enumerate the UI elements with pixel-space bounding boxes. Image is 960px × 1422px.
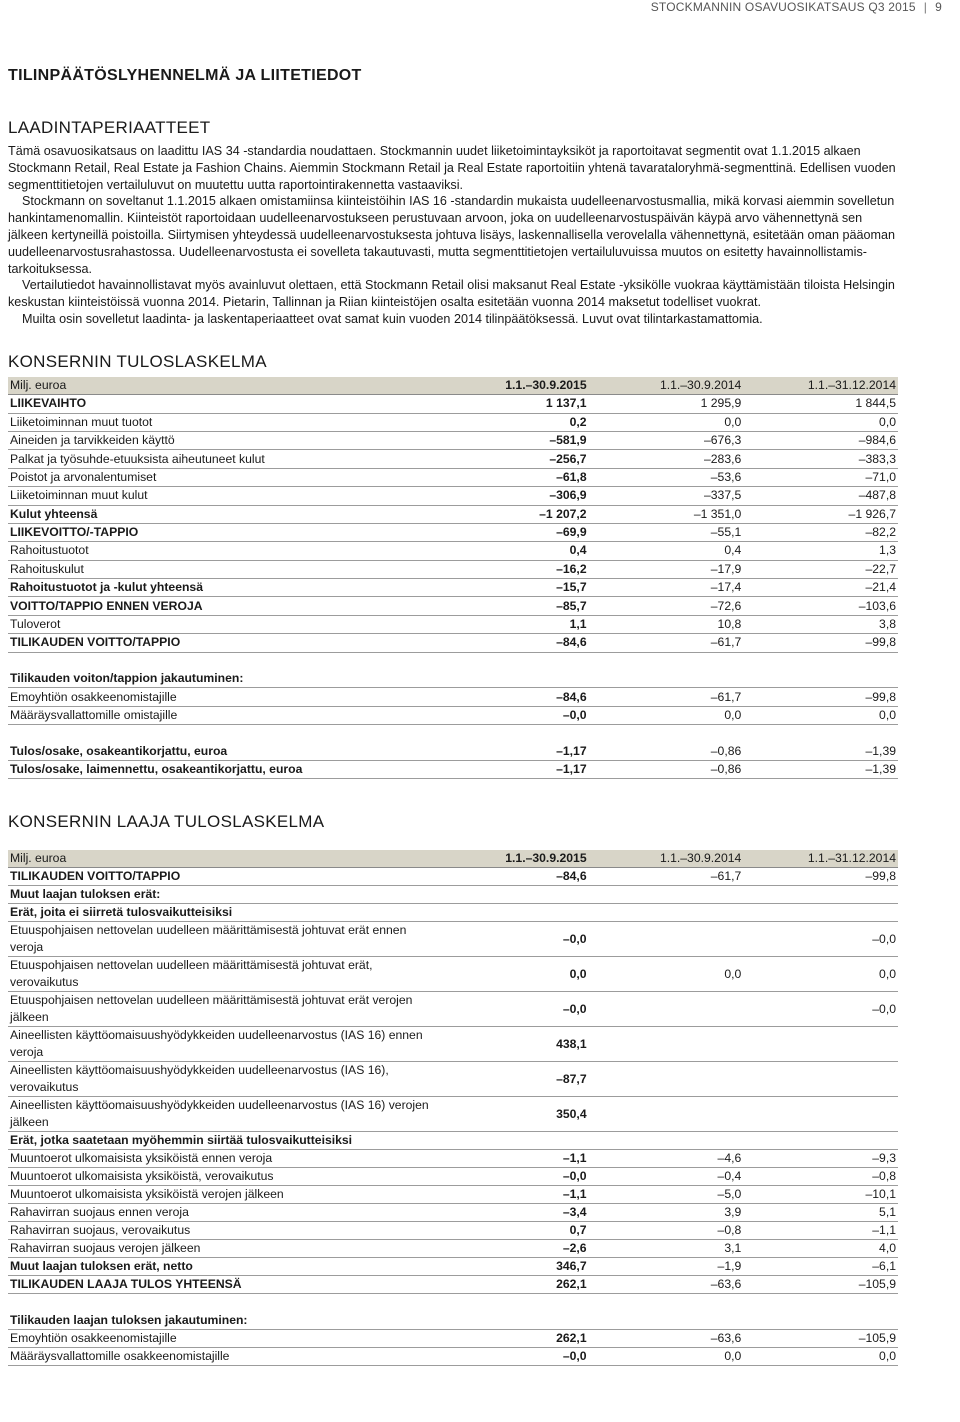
value-2015: –16,2 [434,560,589,578]
row-label: Emoyhtiön osakkeenomistajille [8,688,434,706]
row-label: Muut laajan tuloksen erät: [8,886,434,904]
col-header-period-1: 1.1.–30.9.2015 [434,377,589,395]
value-2015: –0,0 [434,706,589,724]
comprehensive-income-table [8,850,898,1366]
value-2014-fy: 1 844,5 [743,395,898,413]
value-2014-fy: 4,0 [743,1240,898,1258]
table-row [8,1204,898,1222]
methods-paragraph-4: Muilta osin sovelletut laadinta- ja laskentaperiaatteet ovat samat kuin vuoden 2014 tilinpäätöksessä. Luvut ovat tilintarkastamattomia. [22,311,763,326]
table-row [8,615,898,633]
value-2014-fy: 0,0 [743,706,898,724]
value-2015: –1,17 [434,743,589,761]
row-label: LIIKEVOITTO/-TAPPIO [8,523,434,541]
value-2014-fy: –99,8 [743,688,898,706]
table-row [8,1186,898,1204]
value-2014-q3: –17,4 [589,579,744,597]
value-2014-fy: 0,0 [743,957,898,992]
row-label: Tulos/osake, osakeantikorjattu, euroa [8,743,434,761]
row-label: Tuloverot [8,615,434,633]
income-statement-heading: KONSERNIN TULOSLASKELMA [8,351,267,371]
value-2014-fy [743,1097,898,1132]
value-2015: –84,6 [434,634,589,652]
row-label: Aineellisten käyttöomaisuushyödykkeiden uudelleenarvostus (IAS 16) verojen jälkeen [8,1097,434,1132]
row-label: Muuntoerot ulkomaisista yksiköistä verojen jälkeen [8,1186,434,1204]
table-row [8,868,898,886]
table-row [8,1312,898,1330]
table-row [8,670,898,688]
table-row [8,505,898,523]
row-label: Määräysvallattomille omistajille [8,706,434,724]
col-header-unit: Milj. euroa [8,850,434,868]
value-2014-fy: –383,3 [743,450,898,468]
value-2014-fy: –0,0 [743,922,898,957]
value-2014-fy: –105,9 [743,1276,898,1294]
col-header-unit: Milj. euroa [8,377,434,395]
value-2014-q3: –337,5 [589,487,744,505]
table-row [8,1168,898,1186]
value-2014-fy: 0,0 [743,413,898,431]
value-2014-fy: –105,9 [743,1330,898,1348]
row-label: TILIKAUDEN LAAJA TULOS YHTEENSÄ [8,1276,434,1294]
methods-paragraph-2: Stockmann on soveltanut 1.1.2015 alkaen omistamiinsa kiinteistöihin IAS 16 -standardin mukaista uudelleenarvostusmallia, mikä korvasi aiemmin sovelletun hankintamenomallin. Kiinteistöt raportoidaan uudelleenarvostukseen perustuvaan arvoon, joka on uudelleenarvostuspäivän käypä arvo vähennettynä sen jälkeen kertyneillä poistoilla. Siirtymisen yhteydessä uudelleenarvostuksesta johtuva lisäys, laskennallisella verovelalla vähennettynä, esitetään oman pääoman uudelleenarvostusrahastossa. Uudelleenarvostusta ei sovelleta takautuvasti, mutta segmenttitietojen vertailuluvuissa muutos on esitetty havainnollistamis-tarkoituksessa. [8,194,895,276]
row-label: Emoyhtiön osakkeenomistajille [8,1330,434,1348]
value-2014-q3: –61,7 [589,634,744,652]
value-2014-q3 [589,1062,744,1097]
methods-text [8,143,900,328]
table-row [8,634,898,652]
value-2014-fy: –9,3 [743,1150,898,1168]
table-row [8,1276,898,1294]
row-label: Palkat ja työsuhde-etuuksista aiheutuneet kulut [8,450,434,468]
value-2015: 350,4 [434,1097,589,1132]
value-2014-fy: 1,3 [743,542,898,560]
row-label: Muut laajan tuloksen erät, netto [8,1258,434,1276]
value-2015: 0,7 [434,1222,589,1240]
value-2015: 346,7 [434,1258,589,1276]
value-2014-fy: –487,8 [743,487,898,505]
row-label: Poistot ja arvonalentumiset [8,468,434,486]
value-2015: 262,1 [434,1330,589,1348]
table-row [8,922,898,957]
row-label: Erät, jotka saatetaan myöhemmin siirtää tulosvaikutteisiksi [8,1132,434,1150]
table-row [8,1132,898,1150]
value-2015: –84,6 [434,688,589,706]
value-2014-fy: –21,4 [743,579,898,597]
value-2014-q3: 10,8 [589,615,744,633]
table-row [8,1258,898,1276]
value-2014-q3: –53,6 [589,468,744,486]
value-2014-fy: –22,7 [743,560,898,578]
value-2014-fy [743,1027,898,1062]
row-label: VOITTO/TAPPIO ENNEN VEROJA [8,597,434,615]
value-2014-q3: 3,9 [589,1204,744,1222]
methods-paragraph-3: Vertailutiedot havainnollistavat myös avainluvut olettaen, että Stockmann Retail olisi maksanut Real Estate -yksikölle vuokraa käyttämistään tiloista Helsingin keskustan kiinteistöissä vuonna 2014. Pietarin, Tallinnan ja Riian kiinteistöjen osalta esitetään vuonna 2014 maksetut todelliset vuokrat. [8,278,895,310]
row-label: Rahavirran suojaus ennen veroja [8,1204,434,1222]
value-2014-q3: –17,9 [589,560,744,578]
value-2014-q3: 0,4 [589,542,744,560]
value-2014-fy: –82,2 [743,523,898,541]
col-header-period-2: 1.1.–30.9.2014 [589,850,744,868]
value-2014-fy: 3,8 [743,615,898,633]
running-header [651,0,942,14]
table-row [8,395,898,413]
value-2015: –581,9 [434,431,589,449]
page-title: TILINPÄÄTÖSLYHENNELMÄ JA LIITETIEDOT [8,67,362,84]
value-2014-q3: –1,9 [589,1258,744,1276]
table-row [8,1150,898,1168]
value-2014-fy: –1,1 [743,1222,898,1240]
value-2015: –0,0 [434,1348,589,1366]
table-row [8,992,898,1027]
value-2015: 0,0 [434,957,589,992]
value-2014-fy: –1 926,7 [743,505,898,523]
value-2014-q3: –676,3 [589,431,744,449]
value-2014-fy: –0,8 [743,1168,898,1186]
value-2014-q3: –0,4 [589,1168,744,1186]
value-2015: –0,0 [434,992,589,1027]
header-separator: | [923,0,928,14]
table-row [8,1348,898,1366]
col-header-period-1: 1.1.–30.9.2015 [434,850,589,868]
value-2015: –15,7 [434,579,589,597]
value-2015: –1,1 [434,1150,589,1168]
value-2014-q3 [589,922,744,957]
row-label: Rahoituskulut [8,560,434,578]
value-2015: 1 137,1 [434,395,589,413]
value-2014-q3 [589,1097,744,1132]
row-label: Rahoitustuotot ja -kulut yhteensä [8,579,434,597]
value-2014-q3: 0,0 [589,413,744,431]
table-row [8,579,898,597]
value-2015: –306,9 [434,487,589,505]
table-row [8,1097,898,1132]
value-2015: 0,2 [434,413,589,431]
value-2015: –61,8 [434,468,589,486]
value-2014-q3: –0,86 [589,743,744,761]
value-2014-fy: –984,6 [743,431,898,449]
row-label: TILIKAUDEN VOITTO/TAPPIO [8,868,434,886]
row-label: Liiketoiminnan muut tuotot [8,413,434,431]
row-label: TILIKAUDEN VOITTO/TAPPIO [8,634,434,652]
value-2014-q3: –63,6 [589,1330,744,1348]
page-content [8,62,900,1366]
table-row [8,688,898,706]
methods-paragraph-1: Tämä osavuosikatsaus on laadittu IAS 34 -standardia noudattaen. Stockmannin uudet liiketoimintayksiköt ja raportoitavat segmentit ovat 1.1.2015 alkaen Stockmann Retail, Real Estate ja Fashion Chains. Aiemmin Stockmann Retail ja Real Estate raportoitiin yhtenä tavarataloryhmä-segmenttinä. Edellisen vuoden segmenttitietojen vertailuluvut on muutettu uutta raportointirakennetta vastaaviksi. [8,144,896,192]
value-2015: –84,6 [434,868,589,886]
table-row [8,706,898,724]
value-2014-q3: –72,6 [589,597,744,615]
row-label: Kulut yhteensä [8,505,434,523]
row-label: Etuuspohjaisen nettovelan uudelleen määrittämisestä johtuvat erät, verovaikutus [8,957,434,992]
value-2014-fy: 0,0 [743,1348,898,1366]
methods-heading: LAADINTAPERIAATTEET [8,118,211,137]
value-2014-q3 [589,1027,744,1062]
table-row [8,760,898,778]
row-label: Tulos/osake, laimennettu, osakeantikorjattu, euroa [8,760,434,778]
value-2014-fy: –1,39 [743,743,898,761]
table-row [8,904,898,922]
table-header-row [8,377,898,395]
table-row [8,560,898,578]
value-2015: –85,7 [434,597,589,615]
col-header-period-2: 1.1.–30.9.2014 [589,377,744,395]
value-2015: 1,1 [434,615,589,633]
value-2015: –0,0 [434,1168,589,1186]
value-2014-q3: –61,7 [589,688,744,706]
value-2015: –256,7 [434,450,589,468]
value-2015: 0,4 [434,542,589,560]
row-label: Rahavirran suojaus verojen jälkeen [8,1240,434,1258]
row-label: Etuuspohjaisen nettovelan uudelleen määrittämisestä johtuvat erät verojen jälkeen [8,992,434,1027]
table-row [8,1027,898,1062]
row-label: Muuntoerot ulkomaisista yksiköistä ennen veroja [8,1150,434,1168]
spacer-row [8,725,898,743]
row-label: Rahoitustuotot [8,542,434,560]
row-label: Tilikauden voiton/tappion jakautuminen: [8,670,434,688]
value-2014-fy: –6,1 [743,1258,898,1276]
report-name: STOCKMANNIN OSAVUOSIKATSAUS Q3 2015 [650,0,916,14]
value-2014-q3: –283,6 [589,450,744,468]
value-2015: 438,1 [434,1027,589,1062]
spacer-row [8,652,898,670]
value-2014-q3: –0,8 [589,1222,744,1240]
value-2014-q3: 0,0 [589,706,744,724]
table-header-row [8,850,898,868]
income-statement-table [8,377,898,780]
table-row [8,957,898,992]
table-row [8,597,898,615]
table-row [8,743,898,761]
value-2015: –1,17 [434,760,589,778]
value-2014-q3: –4,6 [589,1150,744,1168]
value-2014-q3 [589,992,744,1027]
value-2014-fy: –0,0 [743,992,898,1027]
value-2014-q3: 0,0 [589,957,744,992]
table-row [8,450,898,468]
value-2014-q3: –5,0 [589,1186,744,1204]
value-2014-q3: –63,6 [589,1276,744,1294]
table-row [8,542,898,560]
table-row [8,1240,898,1258]
value-2014-fy [743,1062,898,1097]
table-row [8,1330,898,1348]
value-2014-fy: –71,0 [743,468,898,486]
value-2014-fy: –99,8 [743,868,898,886]
value-2014-q3: 0,0 [589,1348,744,1366]
row-label: LIIKEVAIHTO [8,395,434,413]
value-2014-q3: –1 351,0 [589,505,744,523]
value-2014-q3: 1 295,9 [589,395,744,413]
col-header-period-3: 1.1.–31.12.2014 [743,850,898,868]
table-row [8,1062,898,1097]
row-label: Liiketoiminnan muut kulut [8,487,434,505]
col-header-period-3: 1.1.–31.12.2014 [743,377,898,395]
row-label: Aineellisten käyttöomaisuushyödykkeiden uudelleenarvostus (IAS 16), verovaikutus [8,1062,434,1097]
value-2014-q3: –0,86 [589,760,744,778]
value-2015: –3,4 [434,1204,589,1222]
value-2015: –87,7 [434,1062,589,1097]
table-row [8,468,898,486]
row-label: Määräysvallattomille osakkeenomistajille [8,1348,434,1366]
value-2015: –69,9 [434,523,589,541]
page-number: 9 [935,0,942,14]
row-label: Rahavirran suojaus, verovaikutus [8,1222,434,1240]
row-label: Etuuspohjaisen nettovelan uudelleen määrittämisestä johtuvat erät ennen veroja [8,922,434,957]
table-row [8,1222,898,1240]
value-2014-fy: –10,1 [743,1186,898,1204]
value-2014-fy: –99,8 [743,634,898,652]
table-row [8,431,898,449]
value-2015: 262,1 [434,1276,589,1294]
value-2014-fy: –103,6 [743,597,898,615]
value-2015: –1 207,2 [434,505,589,523]
table-row [8,413,898,431]
value-2014-q3: –55,1 [589,523,744,541]
row-label: Aineiden ja tarvikkeiden käyttö [8,431,434,449]
spacer-row [8,1294,898,1313]
value-2014-fy: –1,39 [743,760,898,778]
row-label: Erät, joita ei siirretä tulosvaikutteisiksi [8,904,434,922]
table-row [8,487,898,505]
table-row [8,886,898,904]
table-row [8,523,898,541]
value-2015: –0,0 [434,922,589,957]
value-2014-q3: –61,7 [589,868,744,886]
comprehensive-income-heading: KONSERNIN LAAJA TULOSLASKELMA [8,812,325,832]
row-label: Aineellisten käyttöomaisuushyödykkeiden uudelleenarvostus (IAS 16) ennen veroja [8,1027,434,1062]
value-2015: –2,6 [434,1240,589,1258]
value-2014-fy: 5,1 [743,1204,898,1222]
value-2015: –1,1 [434,1186,589,1204]
value-2014-q3: 3,1 [589,1240,744,1258]
row-label: Tilikauden laajan tuloksen jakautuminen: [8,1312,434,1330]
row-label: Muuntoerot ulkomaisista yksiköistä, verovaikutus [8,1168,434,1186]
